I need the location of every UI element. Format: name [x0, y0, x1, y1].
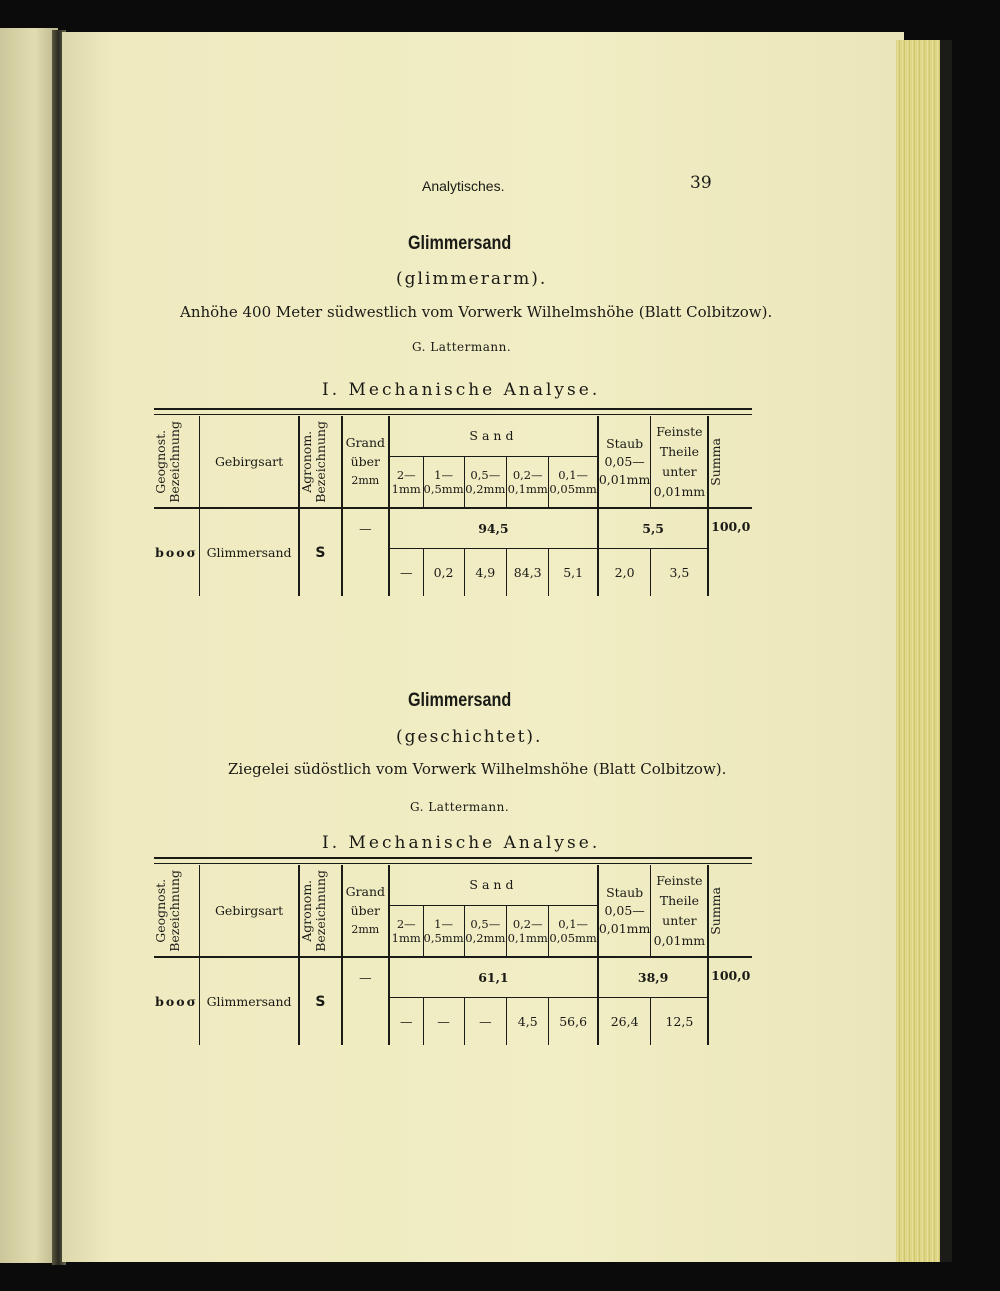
analysis-title: I. Mechanische Analyse.: [322, 833, 601, 853]
cell-summa: 100,0: [711, 968, 751, 983]
cell-sand-value: 56,6: [549, 997, 598, 1045]
cell-summa: 100,0: [711, 519, 751, 534]
header-feinste: Feinste Theile unter 0,01mm: [651, 865, 709, 957]
header-grand-ueber: über: [350, 454, 381, 469]
header-grand: Grand: [345, 884, 386, 899]
cell-sand-total: 94,5: [389, 508, 598, 548]
cell-sand-value: 5,1: [549, 548, 598, 596]
analysis-table-2: [154, 865, 752, 1045]
cell-staub: 26,4: [598, 997, 651, 1045]
analysis-table-1: [154, 416, 752, 596]
cell-sand-value: —: [423, 997, 464, 1045]
header-grand-size: 2mm: [351, 474, 380, 487]
header-sand-col: 0,5— 0,2mm: [464, 456, 506, 508]
cell-feinste: 12,5: [651, 997, 709, 1045]
analysis-title: I. Mechanische Analyse.: [322, 380, 601, 400]
cell-staub: 2,0: [598, 548, 651, 596]
book-page: [62, 32, 904, 1262]
left-page-edge: [0, 28, 58, 1263]
table-top-rule: [154, 857, 752, 864]
page-number: 39: [690, 173, 712, 193]
header-grand-size: 2mm: [351, 923, 380, 936]
cell-sand-total: 61,1: [389, 957, 598, 997]
author: G. Lattermann.: [410, 800, 510, 814]
cell-sand-value: 4,5: [507, 997, 549, 1045]
header-gebirgsart: Gebirgsart: [199, 865, 299, 957]
header-sand-col: 1— 0,5mm: [423, 456, 464, 508]
cell-grand: —: [342, 957, 389, 997]
header-sand-col: 0,5— 0,2mm: [464, 905, 506, 957]
cell-gebirgsart: Glimmersand: [199, 957, 299, 1045]
header-sand: Sand: [389, 865, 598, 905]
cell-sand-value: 0,2: [423, 548, 464, 596]
cell-agronom: S: [299, 957, 341, 1045]
cell-sand-value: —: [389, 548, 423, 596]
section-subtitle: (glimmerarm).: [396, 269, 548, 289]
cell-geognost: booσ: [154, 957, 199, 1045]
location-text: Anhöhe 400 Meter südwestlich vom Vorwerk Wilhelmshöhe (Blatt Colbitzow).: [180, 303, 773, 321]
section-title: Glimmersand: [408, 690, 512, 711]
location-text: Ziegelei südöstlich vom Vorwerk Wilhelmshöhe (Blatt Colbitzow).: [228, 760, 727, 778]
header-sand-col: 0,2— 0,1mm: [507, 905, 549, 957]
author: G. Lattermann.: [412, 340, 512, 354]
header-sand-col: 2— 1mm: [389, 456, 423, 508]
cell-gebirgsart: Glimmersand: [199, 508, 299, 596]
cell-grand: —: [342, 508, 389, 548]
header-summa: Summa: [708, 437, 724, 486]
header-sand-col: 0,1— 0,05mm: [549, 905, 598, 957]
cell-sand-value: 4,9: [464, 548, 506, 596]
cell-fine-total: 5,5: [598, 508, 709, 548]
header-agronom: Agronom. Bezeichnung: [299, 869, 329, 952]
section-subtitle: (geschichtet).: [396, 727, 543, 747]
header-summa: Summa: [708, 886, 724, 935]
cell-sand-value: —: [464, 997, 506, 1045]
cell-geognost: booσ: [154, 508, 199, 596]
cell-sand-value: —: [389, 997, 423, 1045]
header-grand: Grand: [345, 435, 386, 450]
header-gebirgsart: Gebirgsart: [199, 416, 299, 508]
header-staub: Staub 0,05— 0,01mm: [598, 865, 651, 957]
header-staub: Staub 0,05— 0,01mm: [598, 416, 651, 508]
header-sand-col: 0,2— 0,1mm: [507, 456, 549, 508]
header-geognost: Geognost. Bezeichnung: [153, 420, 182, 503]
table-top-rule: [154, 408, 752, 415]
header-agronom: Agronom. Bezeichnung: [299, 420, 329, 503]
cell-feinste: 3,5: [651, 548, 709, 596]
cell-fine-total: 38,9: [598, 957, 709, 997]
header-sand-col: 1— 0,5mm: [423, 905, 464, 957]
running-head: Analytisches.: [422, 178, 505, 194]
header-sand-col: 2— 1mm: [389, 905, 423, 957]
section-title: Glimmersand: [408, 233, 512, 254]
header-sand-col: 0,1— 0,05mm: [549, 456, 598, 508]
header-grand-ueber: über: [350, 903, 381, 918]
cell-sand-value: 84,3: [507, 548, 549, 596]
header-feinste: Feinste Theile unter 0,01mm: [651, 416, 709, 508]
book-cover-edge: [940, 40, 952, 1262]
header-geognost: Geognost. Bezeichnung: [153, 869, 182, 952]
cell-agronom: S: [299, 508, 341, 596]
header-sand: Sand: [389, 416, 598, 456]
